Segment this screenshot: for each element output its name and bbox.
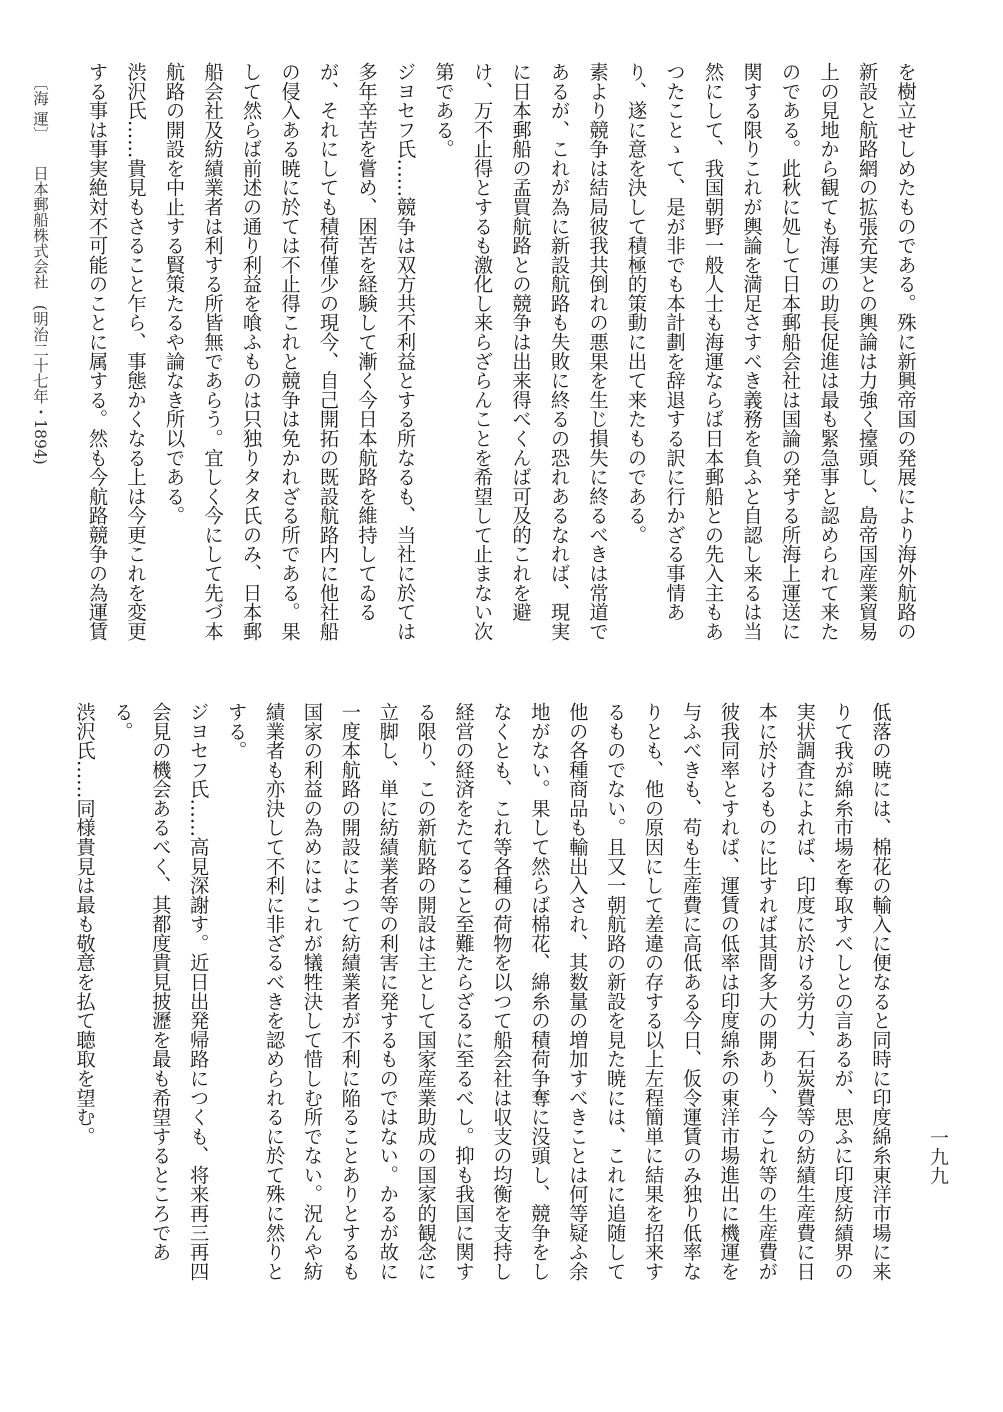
text-column: 新設と航路網の拡張充実との輿論は力強く擡頭し、島帝国産業貿易 (855, 62, 879, 641)
text-column: を樹立せしめたものである。殊に新興帝国の発展により海外航路の (894, 62, 917, 641)
text-column: の侵入ある暁に於ては不止得これと競争は免かれざる所である。果 (278, 62, 301, 641)
era-label: (明治二十七年・1894) (31, 304, 49, 465)
text-column: 一度本航路の開設によつて紡績業者が不利に陥ることありとするも (338, 702, 362, 1281)
text-column: 航路の開設を中止する賢策たるや論なき所以である。 (162, 62, 186, 525)
text-column: に日本郵船の孟買航路との競争は出来得べくんば可及的これを避 (509, 62, 532, 622)
text-column: 関する限りこれが輿論を満足さすべき義務を負ふと自認し来るは当 (740, 62, 763, 641)
text-column: のである。此秋に処して日本郵船会社は国論の発する所海上運送に (778, 62, 802, 641)
text-column: する。 (224, 702, 248, 760)
text-column: 低落の暁には、棉花の輸入に便なると同時に印度綿糸東洋市場に来 (869, 702, 892, 1281)
text-column: 立脚し、単に紡績業者等の利害に発するものではない。かるが故に (376, 702, 400, 1281)
text-column: 渋沢氏……貴見もさること乍ら、事態かくなる上は今更これを変更 (124, 62, 147, 641)
text-column: 与ふべきも、苟も生産費に高低ある今日、仮令運賃のみ独り低率な (679, 702, 703, 1281)
text-column: るものでない。且又一朝航路の新設を見た暁には、これに追随して (603, 702, 627, 1281)
text-column: ジヨセフ氏……競争は双方共不利益とする所なるも、当社に於ては (393, 62, 417, 641)
text-column: 績業者も亦決して不利に非ざるべきを認められるに於て殊に然りと (262, 702, 286, 1281)
text-column: つたことゝて、是が非でも本計劃を辞退する訳に行かざる事情あ (663, 62, 686, 622)
text-column: ジヨセフ氏……高見深謝す。近日出発帰路につくも、将来再三再四 (186, 702, 210, 1281)
text-column: あるが、これが為に新設航路も失敗に終るの恐れあるなれば、現実 (547, 62, 571, 641)
text-column: 会見の機会あるべく、其都度貴見披瀝を最も希望するところであ (148, 702, 172, 1262)
text-column: 上の見地から観ても海運の助長促進は最も緊急事と認められて来た (817, 62, 840, 641)
text-column: する事は事実絶対不可能のことに属する。然も今航路競争の為運賃 (85, 62, 109, 641)
text-column: なくとも、これ等各種の荷物を以つて船会社は収支の均衡を支持し (489, 702, 513, 1281)
text-column: が、それにしても積荷僅少の現今、自己開拓の既設航路内に他社船 (316, 62, 340, 641)
lower-text-block (65, 702, 899, 1281)
text-column: 船会社及紡績業者は利する所皆無であらう。宜しく今にして先づ本 (201, 62, 224, 641)
company-name: 日本郵船株式会社 (31, 165, 49, 290)
upper-text-block (77, 62, 924, 682)
section-label: 〔海 運〕 (31, 75, 49, 135)
text-column: 素より競争は結局彼我共倒れの悪果を生じ損失に終るべきは常道で (586, 62, 609, 641)
text-column: 地がない。果して然らば棉花、綿糸の積荷争奪に没頭し、競争をし (527, 702, 551, 1281)
text-column: る。 (110, 702, 134, 741)
text-column: 経営の経済をたてること至難たらざるに至るべし。抑も我国に関す (452, 702, 476, 1281)
text-column: り、遂に意を決して積極的策動に出て来たものである。 (624, 62, 648, 545)
text-column: 国家の利益の為めにはこれが犠牲決して惜しむ所でない。況んや紡 (300, 702, 324, 1281)
page-number: 一九九 (927, 1128, 949, 1185)
text-column: りて我が綿糸市場を奪取すべしとの言あるが、思ふに印度紡績界の (831, 702, 855, 1281)
text-column: 他の各種商品も輸出入され、其数量の増加すべきことは何等疑ふ余 (565, 702, 589, 1281)
text-column: る限り、この新航路の開設は主として国家産業助成の国家的観念に (414, 702, 438, 1281)
text-column: 第である。 (432, 62, 455, 159)
text-column: 実状調査によれば、印度に於ける労力、石炭費等の紡績生産費に日 (793, 702, 817, 1281)
running-header (28, 75, 52, 465)
text-column: 本に於けるものに比すれば其間多大の開あり、今これ等の生産費が (755, 702, 779, 1281)
text-column: 彼我同率とすれば、運賃の低率は印度綿糸の東洋市場進出に機運を (717, 702, 741, 1281)
text-column: 然にして、我国朝野一般人士も海運ならば日本郵船との先入主もあ (701, 62, 725, 641)
text-column: して然らば前述の通り利益を喰ふものは只独りタタ氏のみ、日本郵 (239, 62, 263, 641)
text-column: け、万不止得とするも激化し来らざらんことを希望して止まない次 (470, 62, 494, 641)
text-column: りとも、他の原因にして差違の存する以上左程簡単に結果を招来す (641, 702, 665, 1281)
text-column: 渋沢氏……同様貴見は最も敬意を払て聴取を望む。 (72, 702, 96, 1146)
text-column: 多年辛苦を嘗め、困苦を経験して漸く今日本航路を維持してゐる (355, 62, 378, 622)
